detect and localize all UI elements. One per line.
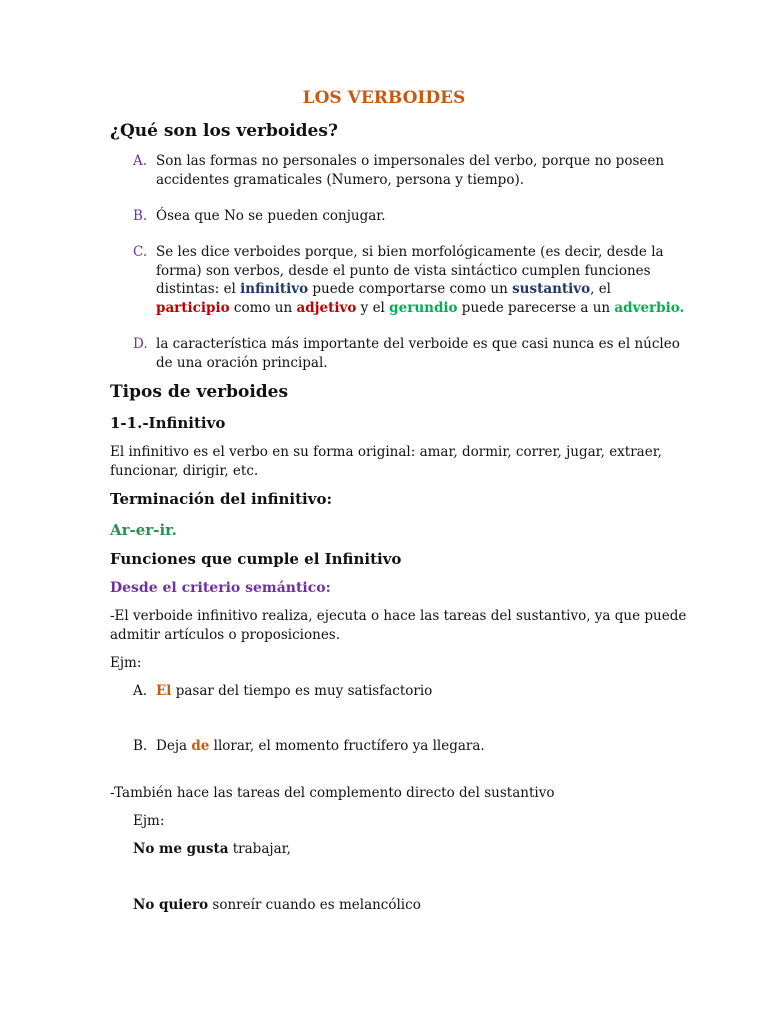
term-adverbio: adverbio.: [614, 299, 685, 316]
list-marker: A.: [133, 153, 148, 169]
example-sentence: No me gusta trabajar,: [133, 841, 291, 857]
example-label: Ejm:: [110, 655, 142, 671]
term-adjetivo: adjetivo: [296, 299, 357, 316]
term-participio: participio: [156, 299, 230, 316]
terminacion-value: Ar-er-ir.: [110, 521, 177, 539]
list-marker: B.: [133, 738, 148, 754]
list-item-text: Se les dice verboides porque, si bien morfológicamente (es decir, desde la forma) son verbos, desde el punto de vista sintáctico cumplen funciones distintas: el infinitivo puede comportarse como un sustantivo, el participio como un adjetivo y el gerundio puede parecerse a un adverbio.: [156, 244, 685, 316]
list-item-text: la característica más importante del verboide es que casi nunca es el núcleo de una oración principal.: [156, 336, 680, 371]
term-sustantivo: sustantivo: [512, 281, 591, 297]
list-item-text: Son las formas no personales o impersonales del verbo, porque no poseen accidentes gramaticales (Numero, persona y tiempo).: [156, 153, 665, 188]
subheading-terminacion: Terminación del infinitivo:: [110, 490, 332, 508]
term-infinitivo: infinitivo: [240, 281, 309, 297]
list-marker: B.: [133, 208, 148, 224]
term-gerundio: gerundio: [389, 299, 458, 316]
subheading-funciones: Funciones que cumple el Infinitivo: [110, 550, 402, 568]
paragraph-infinitivo: El infinitivo es el verbo en su forma original: amar, dormir, correr, jugar, extraer, funcionar, dirigir, etc.: [110, 444, 662, 479]
example-sentence: El pasar del tiempo es muy satisfactorio: [156, 683, 433, 699]
document-title: LOS VERBOIDES: [302, 88, 466, 108]
section-heading-tipos: Tipos de verboides: [110, 382, 289, 402]
subheading-infinitivo: 1-1.-Infinitivo: [110, 414, 226, 432]
list-item-text: Ósea que No se pueden conjugar.: [156, 208, 386, 224]
subheading-criterio: Desde el criterio semántico:: [110, 580, 331, 596]
example-label: Ejm:: [133, 813, 165, 829]
list-marker: D.: [133, 336, 148, 352]
question-heading: ¿Qué son los verboides?: [110, 121, 338, 141]
example-sentence: No quiero sonreír cuando es melancólico: [133, 897, 421, 913]
list-marker: C.: [133, 244, 148, 260]
paragraph-tambien: -También hace las tareas del complemento directo del sustantivo: [110, 785, 555, 801]
list-marker: A.: [133, 683, 148, 699]
paragraph-criterio: -El verboide infinitivo realiza, ejecuta o hace las tareas del sustantivo, ya que puede admitir artículos o proposiciones.: [110, 608, 687, 643]
example-sentence: Deja de llorar, el momento fructífero ya llegara.: [156, 738, 485, 754]
